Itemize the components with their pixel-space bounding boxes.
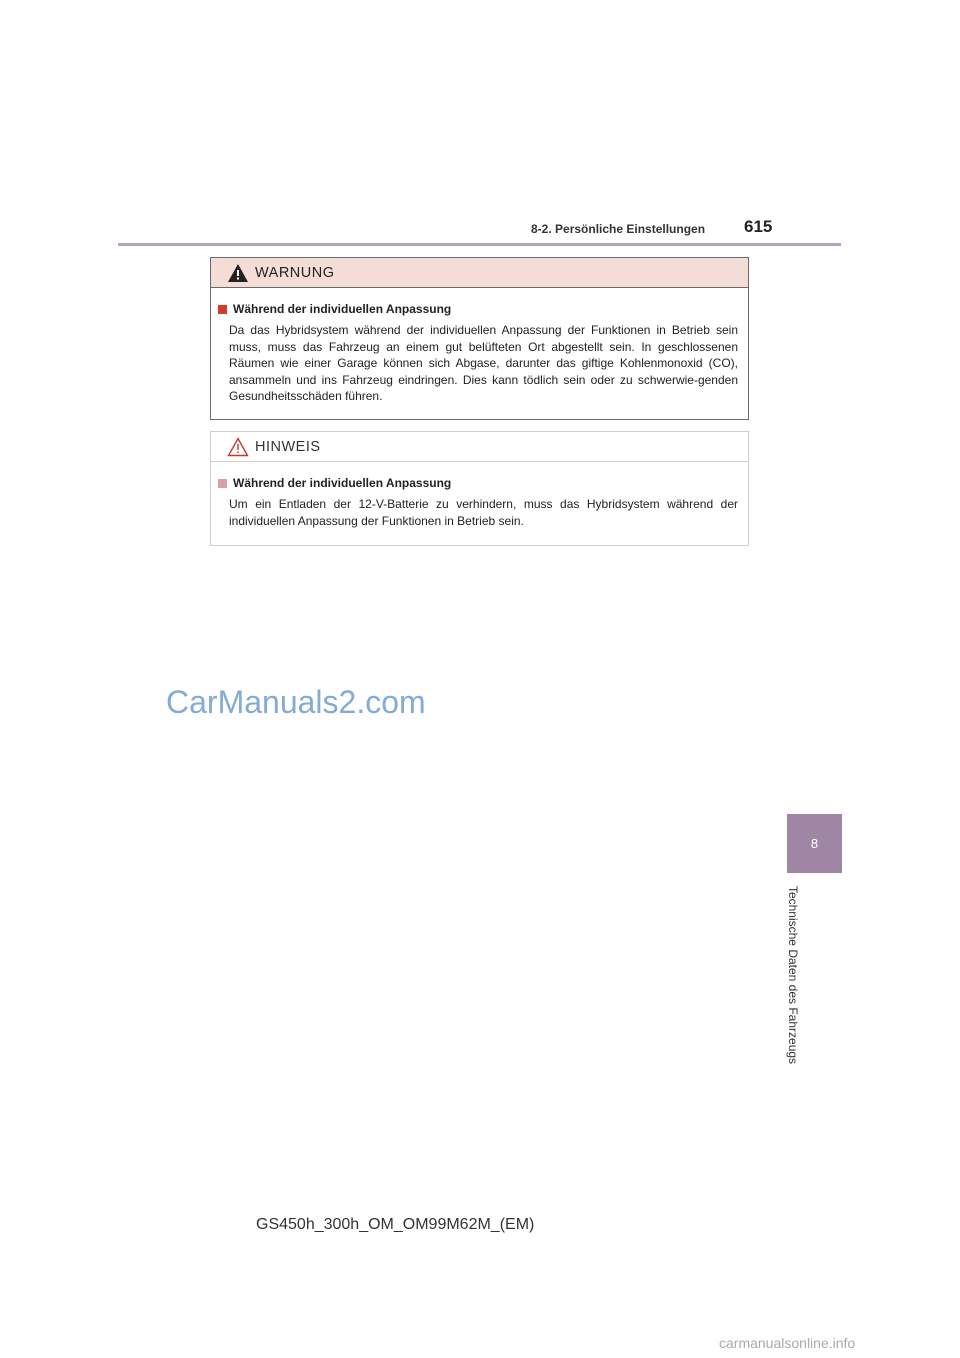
chapter-tab: 8 (787, 814, 842, 873)
notice-title: HINWEIS (255, 438, 321, 455)
warning-box (210, 257, 749, 420)
square-bullet-icon (218, 479, 227, 488)
notice-subheading (218, 476, 748, 490)
caution-triangle-icon (227, 437, 249, 457)
chapter-label (786, 882, 800, 1067)
warning-subheading-text: Während der individuellen Anpassung (233, 302, 452, 316)
notice-header (211, 432, 748, 462)
square-bullet-icon (218, 305, 227, 314)
warning-text: Da das Hybridsystem während der individuellen Anpassung der Funktionen in Betrieb sein muss, muss das Fahrzeug an einem gut belüfteten Ort abgestellt sein. In geschlossenen Räumen wie einer Garage können sich Abgase, darunter das giftige Kohlenmonoxid (CO), ansammeln und ins Fahrzeug eindringen. Dies kann tödlich sein oder zu schwerwie-genden Gesundheitsschäden führen. (229, 323, 738, 403)
warning-subheading (218, 302, 748, 316)
watermark: CarManuals2.com (166, 684, 426, 720)
notice-text: Um ein Entladen der 12-V-Batterie zu verhindern, muss das Hybridsystem während der individuellen Anpassung der Funktionen in Betrieb sein. (229, 497, 738, 528)
warning-triangle-icon (227, 263, 249, 283)
warning-header (211, 258, 748, 288)
page-number: 615 (744, 217, 773, 236)
header-divider (118, 243, 841, 246)
notice-subheading-text: Während der individuellen Anpassung (233, 476, 452, 490)
section-title: 8-2. Persönliche Einstellungen (531, 222, 706, 236)
footer-code: GS450h_300h_OM_OM99M62M_(EM) (256, 1216, 535, 1233)
bottom-watermark: carmanualsonline.info (719, 1335, 856, 1351)
notice-box (210, 431, 749, 546)
warning-title: WARNUNG (255, 264, 335, 281)
chapter-label-text: Technische Daten des Fahrzeugs (786, 885, 801, 1064)
